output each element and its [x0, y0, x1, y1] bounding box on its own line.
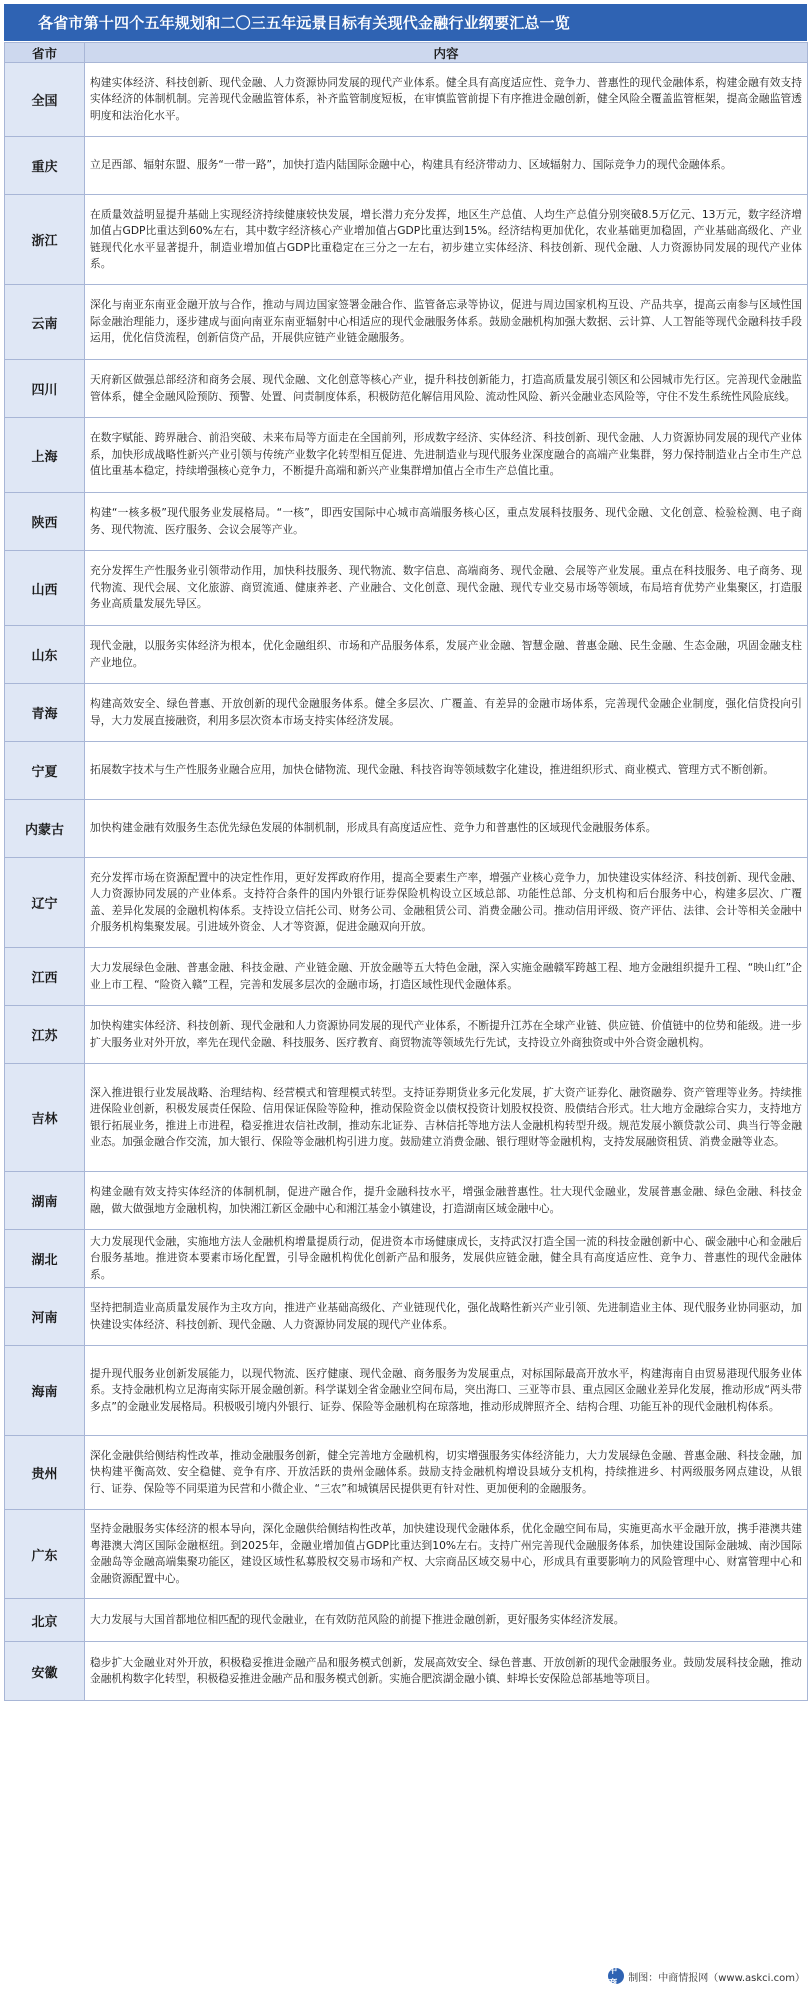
table-row — [5, 418, 808, 493]
table-row — [5, 493, 808, 551]
table-row — [5, 800, 808, 858]
table-row — [5, 684, 808, 742]
table-row — [5, 63, 808, 137]
table-body — [5, 63, 808, 1701]
page-title: 各省市第十四个五年规划和二〇三五年远景目标有关现代金融行业纲要汇总一览 — [4, 4, 807, 41]
content-cell: 充分发挥生产性服务业引领带动作用，加快科技服务、现代物流、数字信息、高端商务、现代金融、会展等产业发展。重点在科技服务、电子商务、现代物流、现代会展、文化旅游、商贸流通、健康养老、产业融合、文化创意、现代金融、现代专业交易市场等领域，布局培育优势产业集聚区，打造服务业高质量发展先导区。 — [85, 551, 808, 626]
content-cell: 稳步扩大金融业对外开放，积极稳妥推进金融产品和服务模式创新，发展高效安全、绿色普惠、开放创新的现代金融服务业。鼓励发展科技金融，推动金融机构数字化转型，积极稳妥推进金融产品和服务模式创新。实施合肥滨湖金融小镇、蚌埠长安保险总部基地等项目。 — [85, 1642, 808, 1701]
header-province: 省市 — [5, 43, 85, 63]
content-cell: 大力发展与大国首都地位相匹配的现代金融业，在有效防范风险的前提下推进金融创新，更好服务实体经济发展。 — [85, 1599, 808, 1642]
province-cell: 安徽 — [5, 1642, 85, 1701]
content-cell: 大力发展绿色金融、普惠金融、科技金融、产业链金融、开放金融等五大特色金融，深入实施金融赣军跨越工程、地方金融组织提升工程、“映山红”企业上市工程、“险资入赣”工程，完善和发展多层次的金融市场，打造区域性现代金融体系。 — [85, 948, 808, 1006]
province-cell: 辽宁 — [5, 858, 85, 948]
province-cell: 全国 — [5, 63, 85, 137]
province-cell: 山西 — [5, 551, 85, 626]
content-cell: 大力发展现代金融，实施地方法人金融机构增量提质行动，促进资本市场健康成长，支持武汉打造全国一流的科技金融创新中心、碳金融中心和金融后台服务基地。推进资本要素市场化配置，引导金融机构优化创新产品和服务，发展供应链金融，健全具有高度适应性、竞争力、普惠性的现代金融体系。 — [85, 1230, 808, 1288]
province-cell: 湖北 — [5, 1230, 85, 1288]
province-cell: 宁夏 — [5, 742, 85, 800]
content-cell: 天府新区做强总部经济和商务会展、现代金融、文化创意等核心产业，提升科技创新能力，打造高质量发展引领区和公园城市先行区。完善现代金融监管体系，健全金融风险预防、预警、处置、问责制度体系，积极防范化解信用风险、流动性风险、新兴金融业态风险等，守住不发生系统性风险底线。 — [85, 360, 808, 418]
source-footer — [608, 1966, 805, 1989]
province-cell: 贵州 — [5, 1436, 85, 1510]
province-cell: 青海 — [5, 684, 85, 742]
table-row — [5, 1172, 808, 1230]
province-cell: 北京 — [5, 1599, 85, 1642]
table-row — [5, 195, 808, 285]
table-row — [5, 948, 808, 1006]
province-cell: 四川 — [5, 360, 85, 418]
content-cell: 构建金融有效支持实体经济的体制机制，促进产融合作，提升金融科技水平，增强金融普惠性。壮大现代金融业，发展普惠金融、绿色金融、科技金融，做大做强地方金融机构，加快湘江新区金融中心和湘江基金小镇建设，打造湖南区域金融中心。 — [85, 1172, 808, 1230]
content-cell: 坚持把制造业高质量发展作为主攻方向，推进产业基础高级化、产业链现代化，强化战略性新兴产业引领、先进制造业主体、现代服务业协同驱动，加快建设实体经济、科技创新、现代金融、人力资源协同发展的现代产业体系。 — [85, 1288, 808, 1346]
content-cell: 在质量效益明显提升基础上实现经济持续健康较快发展，增长潜力充分发挥，地区生产总值、人均生产总值分别突破8.5万亿元、13万元，数字经济增加值占GDP比重达到60%左右，其中数字经济核心产业增加值占GDP比重达到15%。经济结构更加优化，农业基础更加稳固，产业基础高级化、产业链现代化水平显著提升，制造业增加值占GDP比重稳定在三分之一左右，初步建立实体经济、科技创新、现代金融、人力资源协同发展的现代产业体系。 — [85, 195, 808, 285]
table-row — [5, 1436, 808, 1510]
content-cell: 提升现代服务业创新发展能力，以现代物流、医疗健康、现代金融、商务服务为发展重点，对标国际最高开放水平，构建海南自由贸易港现代服务业体系。支持金融机构立足海南实际开展金融创新。科学谋划全省金融业空间布局，突出海口、三亚等市县、重点园区金融业差异化发展，推动形成“两头带多点”的金融业发展格局。积极吸引境内外银行、证券、保险等金融机构在琼落地，推动形成牌照齐全、结构合理、功能互补的现代金融机构体系。 — [85, 1346, 808, 1436]
table-row — [5, 1346, 808, 1436]
province-cell: 海南 — [5, 1346, 85, 1436]
province-cell: 江西 — [5, 948, 85, 1006]
table-header-row — [5, 43, 808, 63]
table-row — [5, 1510, 808, 1599]
content-cell: 现代金融，以服务实体经济为根本，优化金融组织、市场和产品服务体系，发展产业金融、智慧金融、普惠金融、民生金融、生态金融，巩固金融支柱产业地位。 — [85, 626, 808, 684]
source-text: 制图：中商情报网（www.askci.com） — [628, 1972, 805, 1984]
content-cell: 构建实体经济、科技创新、现代金融、人力资源协同发展的现代产业体系。健全具有高度适应性、竞争力、普惠性的现代金融体系，构建金融有效支持实体经济的体制机制。完善现代金融监管体系，补齐监管制度短板，在审慎监管前提下有序推进金融创新，健全风险全覆盖监管框架，提高金融监管透明度和法治化水平。 — [85, 63, 808, 137]
table-row — [5, 1006, 808, 1064]
content-cell: 加快构建实体经济、科技创新、现代金融和人力资源协同发展的现代产业体系，不断提升江苏在全球产业链、供应链、价值链中的位势和能级。进一步扩大服务业对外开放，率先在现代金融、科技服务、医疗教育、商贸物流等领域先行先试，支持设立外商独资或中外合资金融机构。 — [85, 1006, 808, 1064]
province-cell: 吉林 — [5, 1064, 85, 1172]
table-row — [5, 1064, 808, 1172]
province-cell: 云南 — [5, 285, 85, 360]
content-cell: 深入推进银行业发展战略、治理结构、经营模式和管理模式转型。支持证券期货业多元化发展，扩大资产证券化、融资融券、资产管理等业务。持续推进保险业创新，积极发展责任保险、信用保证保险等险种，推动保险资金以债权投资计划股权投资、股债结合形式。壮大地方金融综合实力，支持地方银行拓展业务，推进上市进程，稳妥推进农信社改制，推动东北证券、吉林信托等地方法人金融机构转型升级。规范发展小额贷款公司、典当行等金融业态。加强金融合作交流，加大银行、保险等金融机构引进力度。鼓励建立消费金融、银行理财等金融机构，支持发展融资租赁、消费金融等业态。 — [85, 1064, 808, 1172]
askci-logo-icon: 中商 — [608, 1968, 624, 1984]
province-cell: 内蒙古 — [5, 800, 85, 858]
content-cell: 充分发挥市场在资源配置中的决定性作用，更好发挥政府作用，提高全要素生产率，增强产业核心竞争力，加快建设实体经济、科技创新、现代金融、人力资源协同发展的产业体系。支持符合条件的国内外银行证券保险机构设立区域总部、功能性总部、分支机构和后台服务中心，构建多层次、广覆盖、差异化发展的金融机构体系。支持设立信托公司、财务公司、金融租赁公司、消费金融公司。推动信用评级、资产评估、法律、会计等相关金融中介服务机构集聚发展。引进域外资金、人才等资源，促进金融双向开放。 — [85, 858, 808, 948]
content-cell: 立足西部、辐射东盟、服务“一带一路”，加快打造内陆国际金融中心，构建具有经济带动力、区域辐射力、国际竞争力的现代金融体系。 — [85, 137, 808, 195]
table-row — [5, 1230, 808, 1288]
content-cell: 在数字赋能、跨界融合、前沿突破、未来布局等方面走在全国前列，形成数字经济、实体经济、科技创新、现代金融、人力资源协同发展的现代产业体系，加快形成战略性新兴产业引领与传统产业数字化转型相互促进、先进制造业与现代服务业深度融合的高端产业集群，努力保持制造业占全市生产总值比重基本稳定，持续增强核心竞争力，不断提升高端和新兴产业集群增加值占全市生产总值比重。 — [85, 418, 808, 493]
content-cell: 拓展数字技术与生产性服务业融合应用，加快仓储物流、现代金融、科技咨询等领域数字化建设，推进组织形式、商业模式、管理方式不断创新。 — [85, 742, 808, 800]
content-cell: 加快构建金融有效服务生态优先绿色发展的体制机制，形成具有高度适应性、竞争力和普惠性的区域现代金融服务体系。 — [85, 800, 808, 858]
province-cell: 重庆 — [5, 137, 85, 195]
content-cell: 构建高效安全、绿色普惠、开放创新的现代金融服务体系。健全多层次、广覆盖、有差异的金融市场体系，完善现代金融企业制度，强化信贷投向引导，大力发展直接融资，利用多层次资本市场支持实体经济发展。 — [85, 684, 808, 742]
content-cell: 坚持金融服务实体经济的根本导向，深化金融供给侧结构性改革，加快建设现代金融体系，优化金融空间布局，实施更高水平金融开放，携手港澳共建粤港澳大湾区国际金融枢纽。到2025年，金融业增加值占GDP比重达到10%左右。支持广州完善现代金融服务体系，加快建设国际金融城、南沙国际金融岛等金融高端集聚功能区，建设区域性私募股权交易市场和产权、大宗商品区域交易中心，形成具有重要影响力的风险管理中心、财富管理中心和金融资源配置中心。 — [85, 1510, 808, 1599]
table-row — [5, 742, 808, 800]
header-content: 内容 — [85, 43, 808, 63]
content-cell: 构建“一核多极”现代服务业发展格局。“一核”，即西安国际中心城市高端服务核心区，重点发展科技服务、现代金融、文化创意、检验检测、电子商务、现代物流、医疗服务、会议会展等产业。 — [85, 493, 808, 551]
content-cell: 深化金融供给侧结构性改革，推动金融服务创新，健全完善地方金融机构，切实增强服务实体经济能力，大力发展绿色金融、普惠金融、科技金融，加快构建平衡高效、安全稳健、竞争有序、开放活跃的贵州金融体系。鼓励支持金融机构增设县域分支机构，持续推进乡、村两级服务网点建设，从银行、证券、保险等不同渠道为民营和小微企业、“三农”和城镇居民提供更有针对性、更加便利的金融服务。 — [85, 1436, 808, 1510]
table-row — [5, 285, 808, 360]
province-cell: 山东 — [5, 626, 85, 684]
table-row — [5, 1599, 808, 1642]
content-cell: 深化与南亚东南亚金融开放与合作，推动与周边国家签署金融合作、监管备忘录等协议，促进与周边国家机构互设、产品共享，提高云南参与区域性国际金融治理能力，逐步建成与面向南亚东南亚辐射中心相适应的现代金融服务体系。鼓励金融机构加强大数据、云计算、人工智能等现代金融科技手段运用，优化信贷流程，创新信贷产品，开展供应链产业链金融服务。 — [85, 285, 808, 360]
summary-table — [4, 42, 808, 1701]
province-cell: 陕西 — [5, 493, 85, 551]
table-row — [5, 858, 808, 948]
table-row — [5, 1642, 808, 1701]
province-cell: 广东 — [5, 1510, 85, 1599]
province-cell: 河南 — [5, 1288, 85, 1346]
table-row — [5, 551, 808, 626]
table-row — [5, 360, 808, 418]
table-row — [5, 1288, 808, 1346]
province-cell: 浙江 — [5, 195, 85, 285]
table-row — [5, 626, 808, 684]
province-cell: 湖南 — [5, 1172, 85, 1230]
province-cell: 江苏 — [5, 1006, 85, 1064]
table-row — [5, 137, 808, 195]
province-cell: 上海 — [5, 418, 85, 493]
